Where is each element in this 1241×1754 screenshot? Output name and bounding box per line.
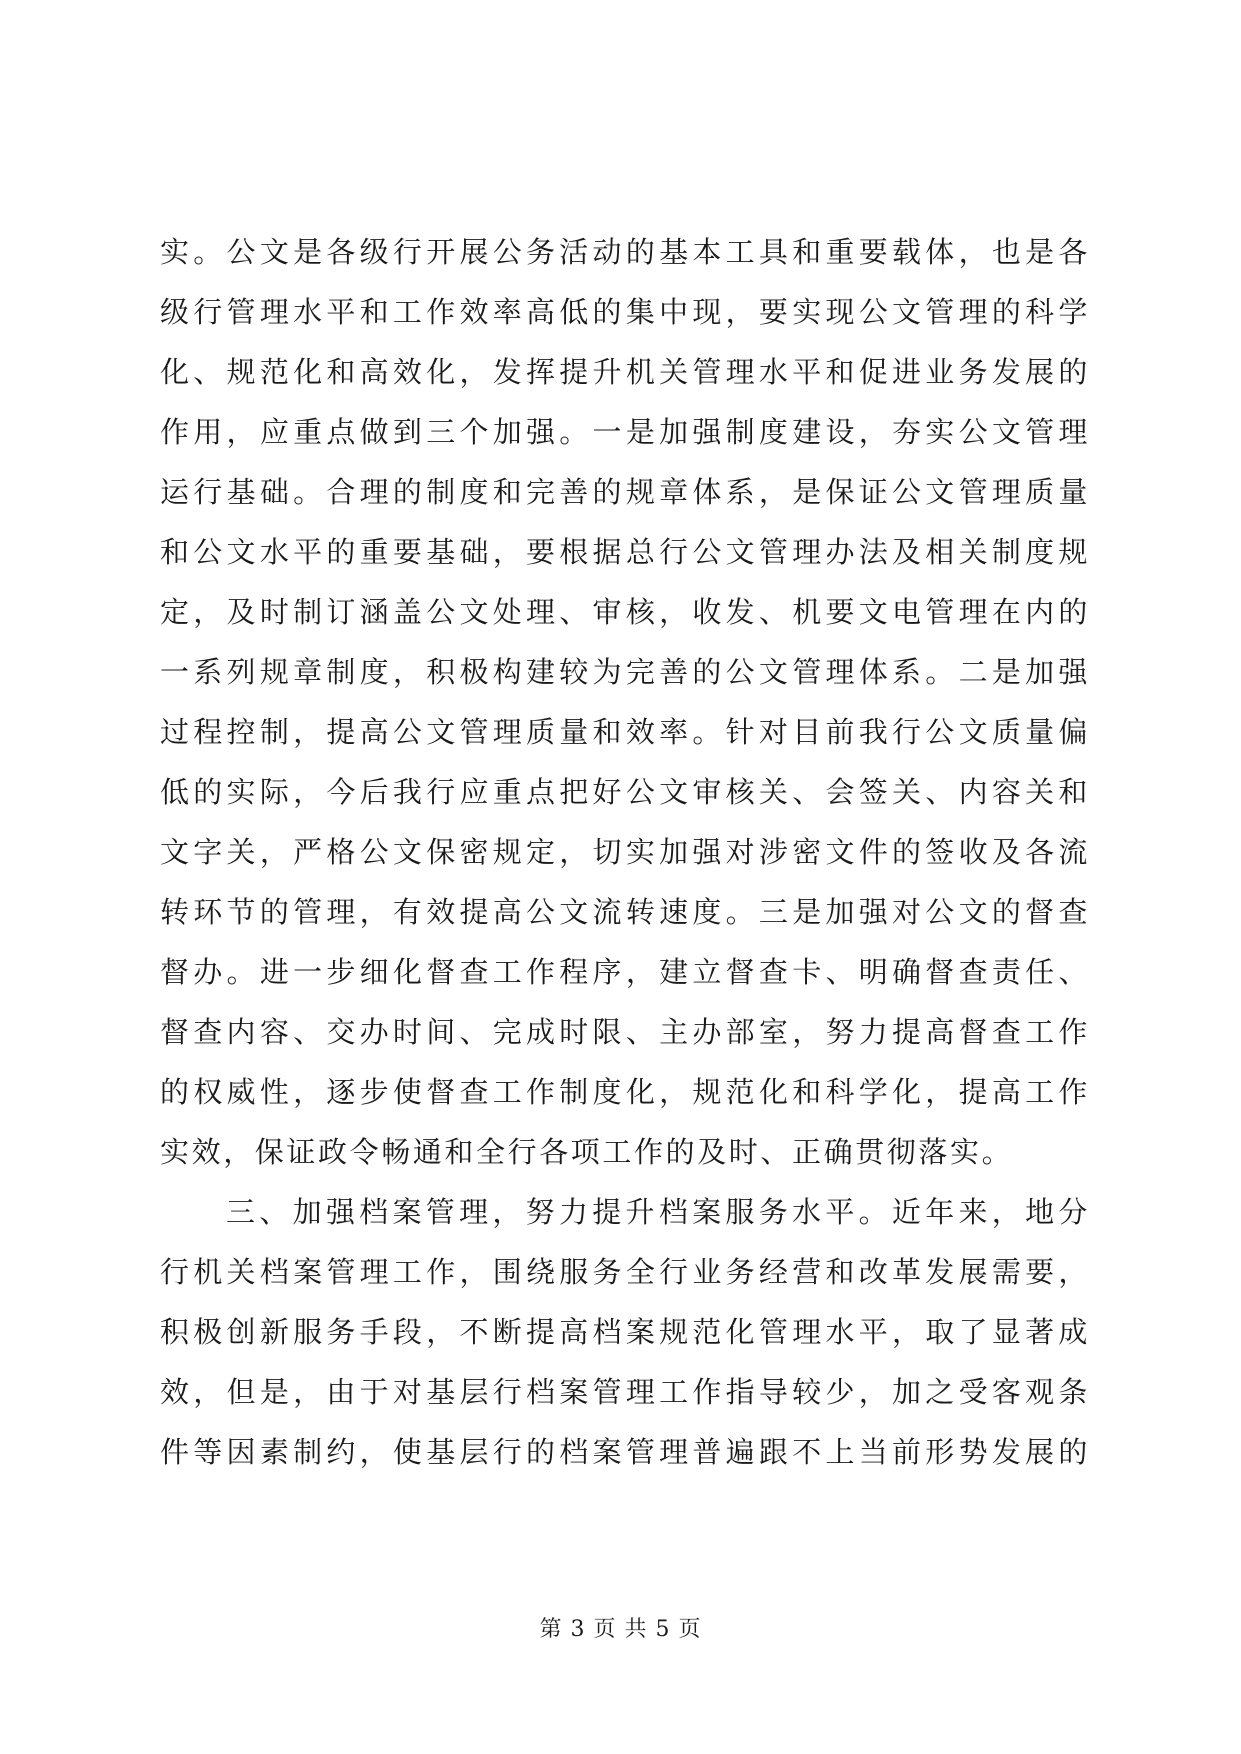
- text-line: 效，但是，由于对基层行档案管理工作指导较少，加之受客观条: [160, 1375, 1090, 1409]
- text-line: 和公文水平的重要基础，要根据总行公文管理办法及相关制度规: [160, 535, 1090, 569]
- text-line: 积极创新服务手段，不断提高档案规范化管理水平，取了显著成: [160, 1315, 1090, 1349]
- page-number-footer: 第 3 页 共 5 页: [539, 1617, 702, 1642]
- text-line: 督查内容、交办时间、完成时限、主办部室，努力提高督查工作: [160, 1015, 1090, 1049]
- text-line: 低的实际，今后我行应重点把好公文审核关、会签关、内容关和: [160, 775, 1090, 809]
- text-line: 过程控制，提高公文管理质量和效率。针对目前我行公文质量偏: [160, 715, 1090, 749]
- body-text: [160, 222, 1090, 1482]
- text-line: 作用，应重点做到三个加强。一是加强制度建设，夯实公文管理: [160, 415, 1090, 449]
- text-line: 一系列规章制度，积极构建较为完善的公文管理体系。二是加强: [160, 655, 1090, 689]
- text-line-paragraph-end: 实效，保证政令畅通和全行各项工作的及时、正确贯彻落实。: [160, 1135, 1014, 1169]
- text-line: 级行管理水平和工作效率高低的集中现，要实现公文管理的科学: [160, 295, 1090, 329]
- text-line: 行机关档案管理工作，围绕服务全行业务经营和改革发展需要，: [160, 1255, 1090, 1289]
- text-line: 实。公文是各级行开展公务活动的基本工具和重要载体，也是各: [160, 235, 1090, 269]
- text-line: 的权威性，逐步使督查工作制度化，规范化和科学化，提高工作: [160, 1075, 1090, 1109]
- text-line-paragraph-start: 三、加强档案管理，努力提升档案服务水平。近年来，地分: [226, 1195, 1090, 1229]
- text-line: 文字关，严格公文保密规定，切实加强对涉密文件的签收及各流: [160, 835, 1090, 869]
- text-line: 定，及时制订涵盖公文处理、审核，收发、机要文电管理在内的: [160, 595, 1090, 629]
- text-line: 运行基础。合理的制度和完善的规章体系，是保证公文管理质量: [160, 475, 1090, 509]
- text-line: 督办。进一步细化督查工作程序，建立督查卡、明确督查责任、: [160, 955, 1090, 989]
- text-line: 件等因素制约，使基层行的档案管理普遍跟不上当前形势发展的: [160, 1435, 1090, 1469]
- text-line: 化、规范化和高效化，发挥提升机关管理水平和促进业务发展的: [160, 355, 1090, 389]
- text-line: 转环节的管理，有效提高公文流转速度。三是加强对公文的督查: [160, 895, 1090, 929]
